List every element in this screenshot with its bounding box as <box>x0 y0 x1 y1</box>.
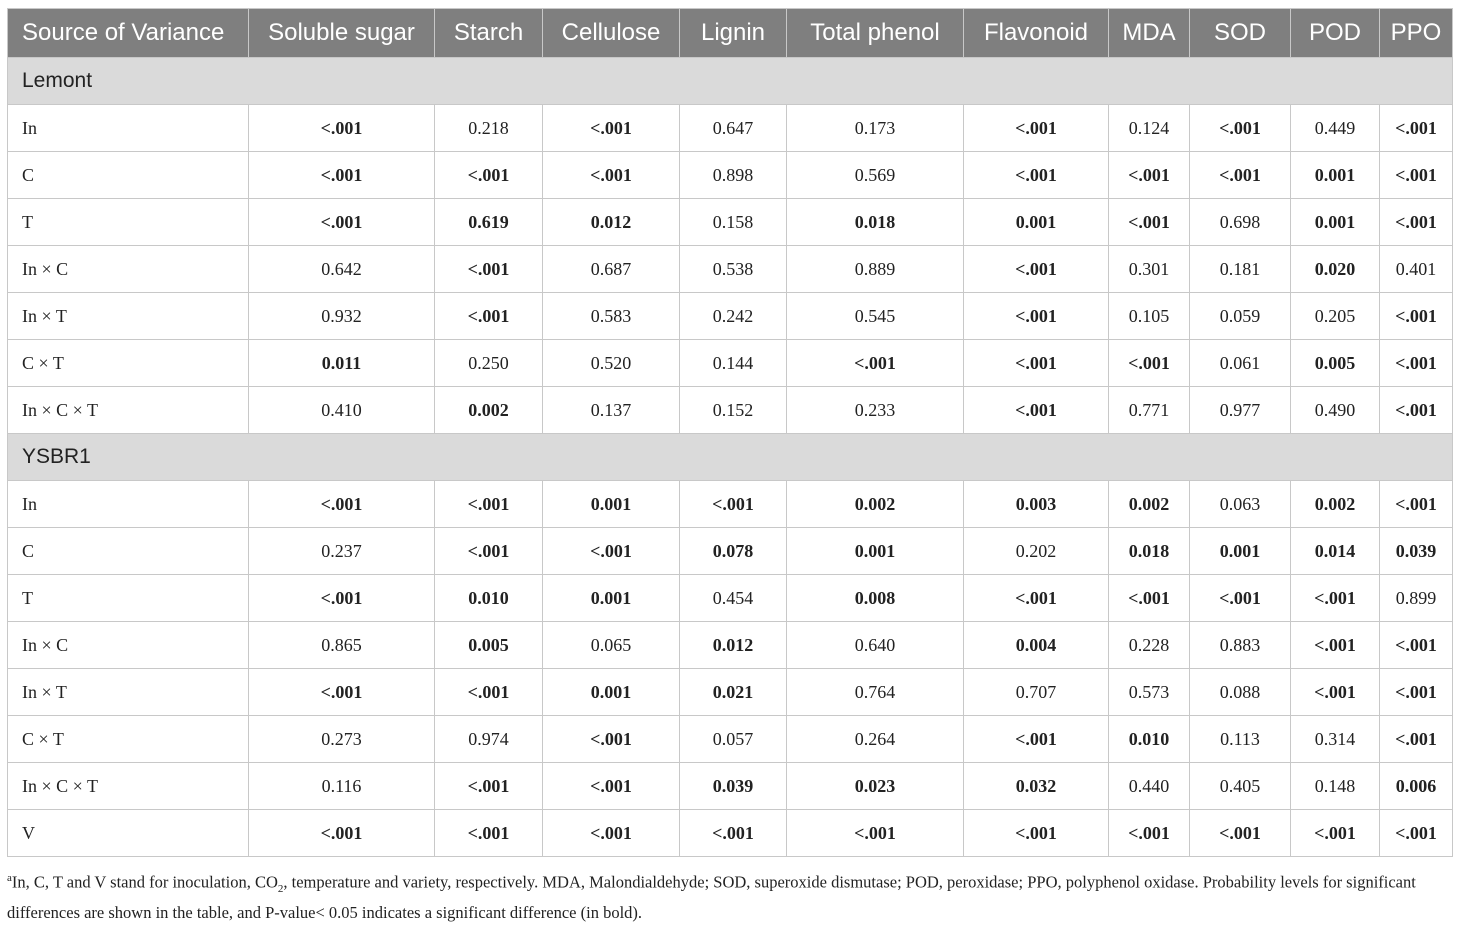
value-cell: 0.061 <box>1190 340 1291 387</box>
value-cell: 0.001 <box>543 481 680 528</box>
column-header: MDA <box>1109 9 1190 58</box>
group-label: Lemont <box>8 58 1453 105</box>
value-cell: 0.454 <box>680 575 787 622</box>
value-cell: 0.569 <box>787 152 964 199</box>
value-cell: 0.410 <box>249 387 435 434</box>
column-header: Cellulose <box>543 9 680 58</box>
value-cell: <.001 <box>1291 575 1380 622</box>
value-cell: 0.144 <box>680 340 787 387</box>
value-cell: 0.642 <box>249 246 435 293</box>
value-cell: 0.137 <box>543 387 680 434</box>
value-cell: 0.698 <box>1190 199 1291 246</box>
value-cell: <.001 <box>1380 199 1453 246</box>
source-cell: In <box>8 105 249 152</box>
value-cell: <.001 <box>249 669 435 716</box>
value-cell: <.001 <box>964 246 1109 293</box>
value-cell: <.001 <box>964 152 1109 199</box>
value-cell: 0.545 <box>787 293 964 340</box>
table-row <box>8 246 1453 293</box>
value-cell: <.001 <box>1109 575 1190 622</box>
value-cell: 0.018 <box>787 199 964 246</box>
source-cell: In × C × T <box>8 387 249 434</box>
value-cell: <.001 <box>680 481 787 528</box>
value-cell: 0.932 <box>249 293 435 340</box>
value-cell: 0.113 <box>1190 716 1291 763</box>
value-cell: <.001 <box>964 293 1109 340</box>
value-cell: 0.023 <box>787 763 964 810</box>
value-cell: 0.301 <box>1109 246 1190 293</box>
value-cell: <.001 <box>964 716 1109 763</box>
value-cell: <.001 <box>543 763 680 810</box>
value-cell: 0.202 <box>964 528 1109 575</box>
value-cell: 0.205 <box>1291 293 1380 340</box>
value-cell: 0.005 <box>435 622 543 669</box>
column-header: Flavonoid <box>964 9 1109 58</box>
value-cell: 0.583 <box>543 293 680 340</box>
value-cell: <.001 <box>1380 387 1453 434</box>
value-cell: 0.771 <box>1109 387 1190 434</box>
value-cell: <.001 <box>435 481 543 528</box>
value-cell: <.001 <box>249 575 435 622</box>
source-cell: In <box>8 481 249 528</box>
value-cell: 0.250 <box>435 340 543 387</box>
value-cell: 0.977 <box>1190 387 1291 434</box>
source-cell: T <box>8 575 249 622</box>
value-cell: <.001 <box>1380 293 1453 340</box>
value-cell: 0.883 <box>1190 622 1291 669</box>
value-cell: <.001 <box>1109 340 1190 387</box>
value-cell: <.001 <box>543 810 680 857</box>
table-row <box>8 293 1453 340</box>
table-row <box>8 669 1453 716</box>
value-cell: 0.032 <box>964 763 1109 810</box>
value-cell: <.001 <box>1380 152 1453 199</box>
column-header: Lignin <box>680 9 787 58</box>
source-cell: C <box>8 528 249 575</box>
value-cell: <.001 <box>543 152 680 199</box>
value-cell: 0.088 <box>1190 669 1291 716</box>
value-cell: <.001 <box>964 575 1109 622</box>
value-cell: 0.006 <box>1380 763 1453 810</box>
value-cell: <.001 <box>680 810 787 857</box>
table-row <box>8 481 1453 528</box>
header-row <box>8 9 1453 58</box>
source-cell: In × T <box>8 293 249 340</box>
value-cell: <.001 <box>1380 105 1453 152</box>
value-cell: 0.218 <box>435 105 543 152</box>
value-cell: <.001 <box>249 481 435 528</box>
value-cell: 0.008 <box>787 575 964 622</box>
value-cell: <.001 <box>249 152 435 199</box>
value-cell: 0.273 <box>249 716 435 763</box>
column-header: POD <box>1291 9 1380 58</box>
value-cell: 0.237 <box>249 528 435 575</box>
source-cell: In × C <box>8 246 249 293</box>
value-cell: 0.158 <box>680 199 787 246</box>
value-cell: 0.647 <box>680 105 787 152</box>
column-header: Source of Variance <box>8 9 249 58</box>
value-cell: 0.001 <box>543 669 680 716</box>
value-cell: 0.063 <box>1190 481 1291 528</box>
value-cell: 0.012 <box>680 622 787 669</box>
column-header: Soluble sugar <box>249 9 435 58</box>
value-cell: <.001 <box>249 810 435 857</box>
source-cell: C <box>8 152 249 199</box>
value-cell: 0.314 <box>1291 716 1380 763</box>
table-row <box>8 763 1453 810</box>
value-cell: <.001 <box>1380 622 1453 669</box>
value-cell: <.001 <box>1190 575 1291 622</box>
value-cell: <.001 <box>787 340 964 387</box>
table-row <box>8 105 1453 152</box>
anova-table <box>7 8 1453 857</box>
value-cell: <.001 <box>1109 810 1190 857</box>
table-row <box>8 575 1453 622</box>
value-cell: <.001 <box>249 199 435 246</box>
column-header: Total phenol <box>787 9 964 58</box>
value-cell: 0.707 <box>964 669 1109 716</box>
value-cell: <.001 <box>964 105 1109 152</box>
value-cell: <.001 <box>1380 716 1453 763</box>
value-cell: 0.173 <box>787 105 964 152</box>
value-cell: 0.018 <box>1109 528 1190 575</box>
value-cell: 0.228 <box>1109 622 1190 669</box>
value-cell: 0.014 <box>1291 528 1380 575</box>
value-cell: 0.011 <box>249 340 435 387</box>
value-cell: 0.520 <box>543 340 680 387</box>
value-cell: 0.003 <box>964 481 1109 528</box>
value-cell: <.001 <box>435 763 543 810</box>
value-cell: 0.449 <box>1291 105 1380 152</box>
value-cell: 0.687 <box>543 246 680 293</box>
value-cell: 0.004 <box>964 622 1109 669</box>
value-cell: <.001 <box>1380 481 1453 528</box>
value-cell: 0.057 <box>680 716 787 763</box>
table-header <box>8 9 1453 58</box>
value-cell: <.001 <box>1380 669 1453 716</box>
value-cell: 0.764 <box>787 669 964 716</box>
source-cell: C × T <box>8 716 249 763</box>
value-cell: 0.002 <box>1109 481 1190 528</box>
value-cell: 0.401 <box>1380 246 1453 293</box>
value-cell: 0.021 <box>680 669 787 716</box>
value-cell: 0.039 <box>680 763 787 810</box>
value-cell: 0.490 <box>1291 387 1380 434</box>
value-cell: <.001 <box>1291 810 1380 857</box>
table-row <box>8 716 1453 763</box>
value-cell: <.001 <box>435 293 543 340</box>
group-row <box>8 58 1453 105</box>
source-cell: In × C × T <box>8 763 249 810</box>
value-cell: 0.002 <box>787 481 964 528</box>
value-cell: 0.233 <box>787 387 964 434</box>
value-cell: <.001 <box>435 152 543 199</box>
value-cell: 0.005 <box>1291 340 1380 387</box>
value-cell: <.001 <box>543 716 680 763</box>
value-cell: 0.065 <box>543 622 680 669</box>
value-cell: 0.039 <box>1380 528 1453 575</box>
value-cell: <.001 <box>435 528 543 575</box>
value-cell: 0.012 <box>543 199 680 246</box>
value-cell: 0.001 <box>543 575 680 622</box>
column-header: PPO <box>1380 9 1453 58</box>
value-cell: 0.440 <box>1109 763 1190 810</box>
source-cell: In × C <box>8 622 249 669</box>
value-cell: 0.899 <box>1380 575 1453 622</box>
value-cell: 0.889 <box>787 246 964 293</box>
value-cell: 0.010 <box>435 575 543 622</box>
value-cell: <.001 <box>1109 152 1190 199</box>
value-cell: 0.116 <box>249 763 435 810</box>
value-cell: <.001 <box>1380 340 1453 387</box>
anova-table-container <box>7 8 1452 857</box>
footnote-marker: a <box>7 872 12 884</box>
column-header: SOD <box>1190 9 1291 58</box>
value-cell: 0.105 <box>1109 293 1190 340</box>
value-cell: <.001 <box>964 340 1109 387</box>
value-cell: <.001 <box>1380 810 1453 857</box>
value-cell: 0.002 <box>1291 481 1380 528</box>
value-cell: 0.181 <box>1190 246 1291 293</box>
table-row <box>8 152 1453 199</box>
value-cell: 0.010 <box>1109 716 1190 763</box>
value-cell: 0.001 <box>787 528 964 575</box>
footnote-text-part1: In, C, T and V stand for inoculation, CO <box>11 872 278 892</box>
value-cell: 0.059 <box>1190 293 1291 340</box>
value-cell: 0.640 <box>787 622 964 669</box>
source-cell: V <box>8 810 249 857</box>
value-cell: 0.001 <box>964 199 1109 246</box>
footnote-text-part2: , temperature and variety, respectively. MDA, Malondialdehyde; SOD, superoxide dismutase; POD, peroxidase; PPO, polyphenol oxidase. Probability levels for significant differences are shown in the table, and P-value< 0.05 indicates a significant difference (in bold). <box>7 872 1416 922</box>
value-cell: <.001 <box>1190 105 1291 152</box>
value-cell: <.001 <box>964 810 1109 857</box>
source-cell: C × T <box>8 340 249 387</box>
value-cell: <.001 <box>543 528 680 575</box>
group-row <box>8 434 1453 481</box>
value-cell: 0.002 <box>435 387 543 434</box>
value-cell: <.001 <box>249 105 435 152</box>
table-row <box>8 199 1453 246</box>
value-cell: 0.865 <box>249 622 435 669</box>
value-cell: <.001 <box>787 810 964 857</box>
value-cell: 0.001 <box>1291 152 1380 199</box>
table-row <box>8 528 1453 575</box>
value-cell: <.001 <box>435 246 543 293</box>
value-cell: 0.538 <box>680 246 787 293</box>
value-cell: <.001 <box>1291 622 1380 669</box>
table-row <box>8 622 1453 669</box>
value-cell: 0.020 <box>1291 246 1380 293</box>
value-cell: 0.001 <box>1291 199 1380 246</box>
source-cell: In × T <box>8 669 249 716</box>
value-cell: 0.898 <box>680 152 787 199</box>
value-cell: <.001 <box>1109 199 1190 246</box>
value-cell: 0.405 <box>1190 763 1291 810</box>
value-cell: <.001 <box>1190 152 1291 199</box>
column-header: Starch <box>435 9 543 58</box>
table-row <box>8 810 1453 857</box>
footnote-subscript: 2 <box>277 882 284 895</box>
value-cell: 0.001 <box>1190 528 1291 575</box>
value-cell: 0.242 <box>680 293 787 340</box>
value-cell: 0.573 <box>1109 669 1190 716</box>
value-cell: <.001 <box>964 387 1109 434</box>
value-cell: <.001 <box>1190 810 1291 857</box>
value-cell: 0.619 <box>435 199 543 246</box>
value-cell: 0.152 <box>680 387 787 434</box>
table-row <box>8 387 1453 434</box>
value-cell: <.001 <box>435 669 543 716</box>
group-label: YSBR1 <box>8 434 1453 481</box>
value-cell: 0.148 <box>1291 763 1380 810</box>
value-cell: <.001 <box>435 810 543 857</box>
source-cell: T <box>8 199 249 246</box>
table-row <box>8 340 1453 387</box>
value-cell: 0.974 <box>435 716 543 763</box>
value-cell: 0.124 <box>1109 105 1190 152</box>
value-cell: 0.078 <box>680 528 787 575</box>
table-body <box>8 58 1453 857</box>
value-cell: <.001 <box>1291 669 1380 716</box>
value-cell: 0.264 <box>787 716 964 763</box>
table-footnote <box>7 866 1457 925</box>
value-cell: <.001 <box>543 105 680 152</box>
